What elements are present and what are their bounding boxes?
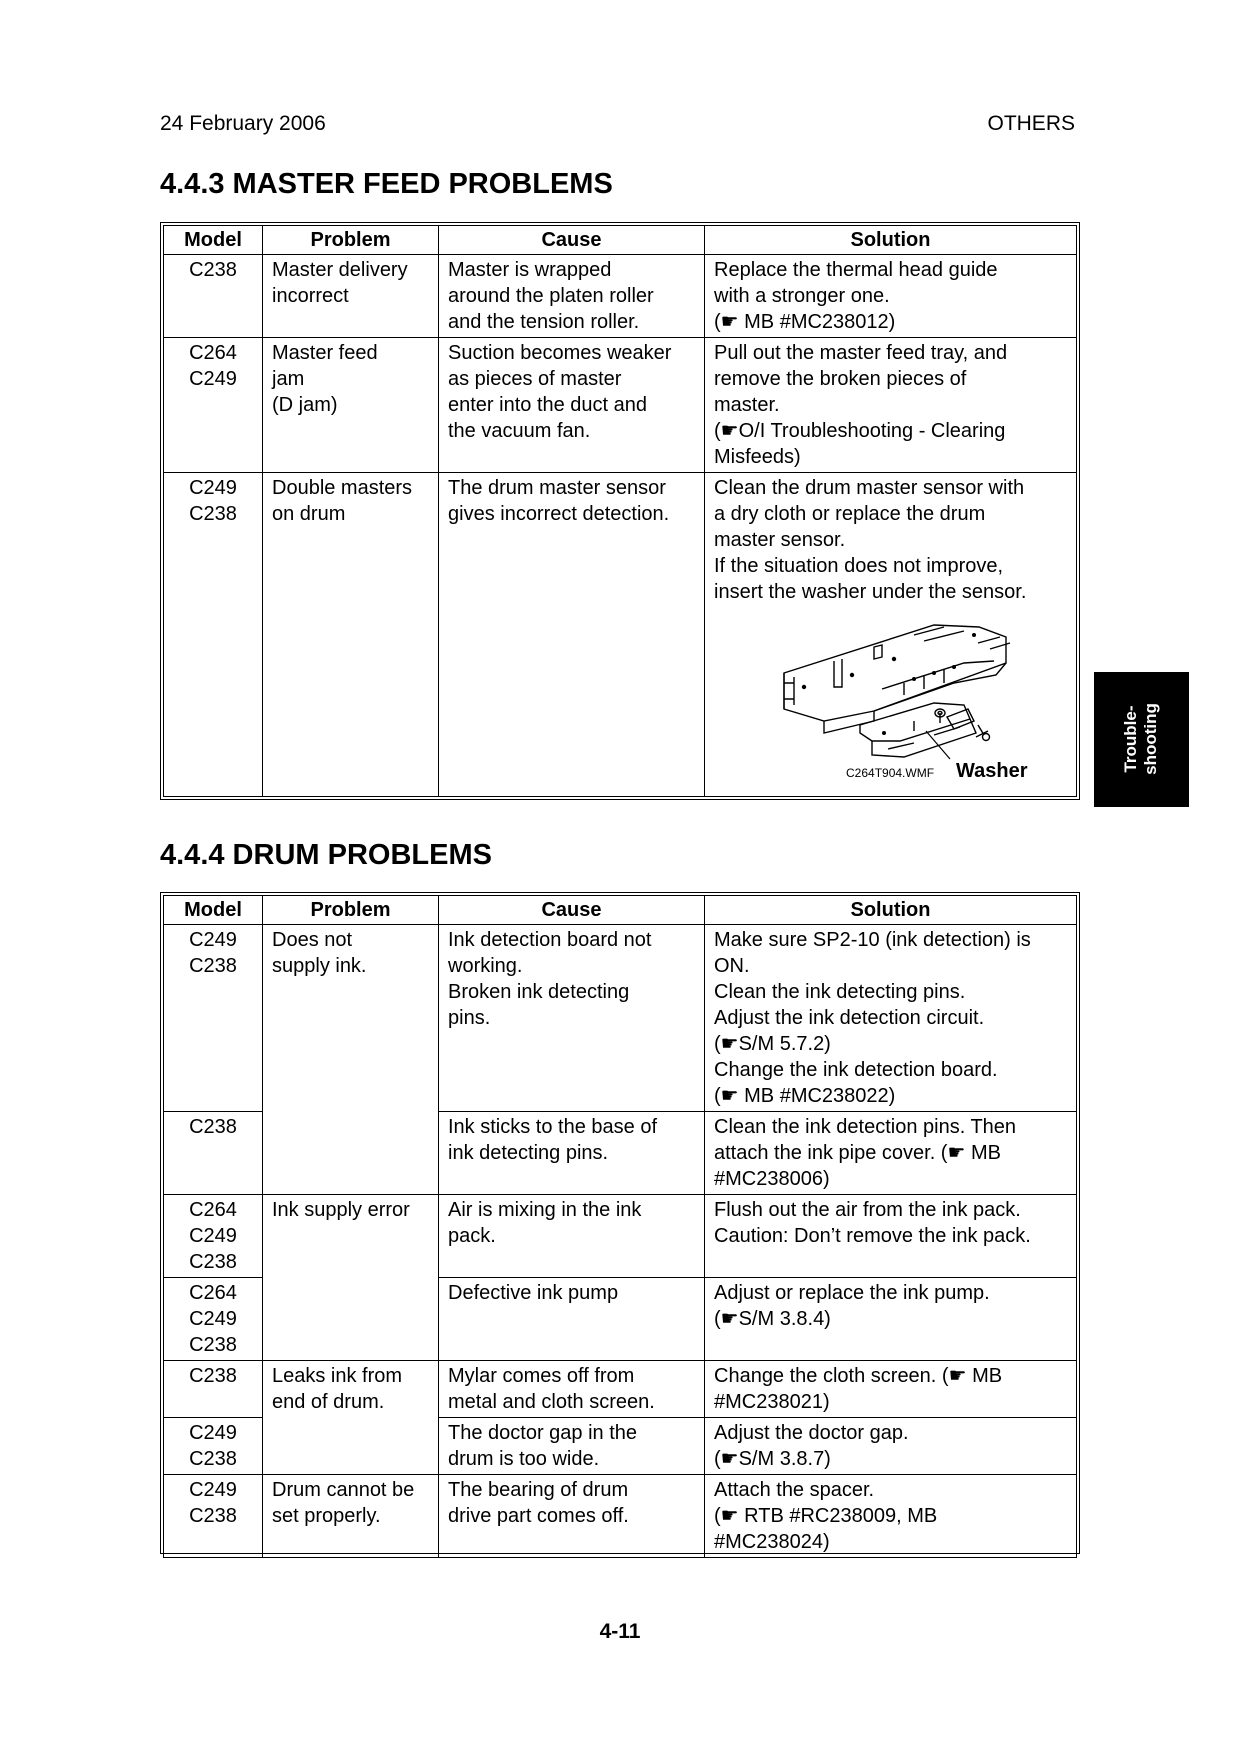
solution-text: Adjust the doctor gap. — [714, 1422, 909, 1444]
header-problem: Problem — [263, 226, 439, 255]
header-section: OTHERS — [987, 112, 1075, 135]
solution-text: a dry cloth or replace the drum — [714, 503, 986, 525]
cell-model — [164, 1418, 263, 1475]
cell-problem — [263, 1195, 439, 1361]
cell-model — [164, 1278, 263, 1361]
model-code: C238 — [189, 1365, 237, 1387]
model-code: C249 — [189, 1308, 237, 1330]
problem-text: Leaks ink from — [272, 1365, 403, 1387]
solution-text: Replace the thermal head guide — [714, 259, 998, 281]
cell-problem — [263, 1361, 439, 1475]
cause-text: Broken ink detecting — [448, 981, 630, 1003]
table-row — [164, 925, 1077, 1112]
table-row — [164, 1361, 1077, 1418]
cause-text: The drum master sensor — [448, 477, 666, 499]
solution-text: remove the broken pieces of — [714, 368, 967, 390]
cell-cause — [439, 1278, 705, 1361]
solution-text: insert the washer under the sensor. — [714, 581, 1027, 603]
chapter-tab-line: shooting — [1141, 703, 1160, 775]
cell-cause — [439, 1475, 705, 1558]
problem-text: Master delivery — [272, 259, 408, 281]
problem-text: Master feed — [272, 342, 378, 364]
cause-text: Master is wrapped — [448, 259, 612, 281]
table-row — [164, 1475, 1077, 1558]
cause-text: as pieces of master — [448, 368, 622, 390]
solution-text: Attach the spacer. — [714, 1479, 875, 1501]
solution-text: Adjust the ink detection circuit. — [714, 1007, 985, 1029]
solution-text: Caution: Don’t remove the ink pack. — [714, 1225, 1031, 1247]
cell-model — [164, 1361, 263, 1418]
model-code: C238 — [189, 259, 237, 281]
solution-text: Misfeeds) — [714, 446, 801, 468]
cell-model — [164, 925, 263, 1112]
model-code: C249 — [189, 1479, 237, 1501]
cell-model — [164, 338, 263, 473]
solution-text: (☛S/M 3.8.4) — [714, 1308, 831, 1330]
section-title-drum: 4.4.4 DRUM PROBLEMS — [160, 839, 492, 871]
chapter-tab-line: Trouble- — [1121, 705, 1140, 773]
header-model: Model — [164, 226, 263, 255]
table-row — [164, 255, 1077, 338]
model-code: C238 — [189, 1116, 237, 1138]
chapter-tab-troubleshooting — [1094, 672, 1189, 807]
cell-model — [164, 1195, 263, 1278]
table-row — [164, 338, 1077, 473]
solution-text: attach the ink pipe cover. (☛ MB — [714, 1142, 1001, 1164]
cell-solution — [705, 925, 1077, 1112]
cause-text: working. — [448, 955, 523, 977]
cell-problem — [263, 1475, 439, 1558]
problem-text: Double masters — [272, 477, 413, 499]
master-feed-table — [163, 225, 1077, 797]
solution-text: Adjust or replace the ink pump. — [714, 1282, 990, 1304]
model-code: C249 — [189, 929, 237, 951]
cell-problem — [263, 338, 439, 473]
table-row — [164, 1195, 1077, 1278]
solution-text: (☛O/I Troubleshooting - Clearing — [714, 420, 1006, 442]
solution-text: Flush out the air from the ink pack. — [714, 1199, 1021, 1221]
solution-text: (☛S/M 3.8.7) — [714, 1448, 831, 1470]
cell-model — [164, 1112, 263, 1195]
solution-text: Clean the drum master sensor with — [714, 477, 1025, 499]
solution-text: (☛S/M 5.7.2) — [714, 1033, 831, 1055]
problem-text: end of drum. — [272, 1391, 385, 1413]
solution-text: (☛ MB #MC238022) — [714, 1085, 896, 1107]
model-code: C264 — [189, 342, 237, 364]
cause-text: drive part comes off. — [448, 1505, 629, 1527]
solution-text: Make sure SP2-10 (ink detection) is — [714, 929, 1031, 951]
solution-text: Change the ink detection board. — [714, 1059, 998, 1081]
solution-text: (☛ RTB #RC238009, MB — [714, 1505, 938, 1527]
model-code: C238 — [189, 1505, 237, 1527]
model-code: C238 — [189, 1334, 237, 1356]
cell-cause — [439, 473, 705, 797]
header-problem: Problem — [263, 896, 439, 925]
model-code: C249 — [189, 1225, 237, 1247]
cell-solution — [705, 255, 1077, 338]
cell-cause — [439, 1112, 705, 1195]
problem-text: jam — [272, 368, 305, 390]
solution-text: Clean the ink detecting pins. — [714, 981, 966, 1003]
solution-text: master sensor. — [714, 529, 846, 551]
figure-label-washer: Washer — [956, 760, 1028, 782]
cause-text: drum is too wide. — [448, 1448, 600, 1470]
problem-text: Drum cannot be — [272, 1479, 415, 1501]
cell-cause — [439, 1361, 705, 1418]
cell-solution — [705, 1112, 1077, 1195]
solution-text: #MC238006) — [714, 1168, 830, 1190]
cell-solution — [705, 473, 1077, 797]
solution-text: master. — [714, 394, 780, 416]
solution-text: #MC238021) — [714, 1391, 830, 1413]
cause-text: pins. — [448, 1007, 491, 1029]
cause-text: The bearing of drum — [448, 1479, 629, 1501]
cause-text: the vacuum fan. — [448, 420, 591, 442]
solution-text: #MC238024) — [714, 1531, 830, 1553]
solution-text: Clean the ink detection pins. Then — [714, 1116, 1017, 1138]
header-date: 24 February 2006 — [160, 112, 326, 135]
cause-text: and the tension roller. — [448, 311, 640, 333]
header-cause: Cause — [439, 896, 705, 925]
master-feed-table-frame — [160, 222, 1080, 800]
cause-text: Defective ink pump — [448, 1282, 619, 1304]
model-code: C249 — [189, 1422, 237, 1444]
table-header-row — [164, 226, 1077, 255]
solution-text: ON. — [714, 955, 750, 977]
problem-text: Ink supply error — [272, 1199, 410, 1221]
model-code: C238 — [189, 955, 237, 977]
page-number: 4-11 — [599, 1620, 641, 1643]
model-code: C238 — [189, 1251, 237, 1273]
cause-text: Air is mixing in the ink — [448, 1199, 642, 1221]
model-code: C249 — [189, 368, 237, 390]
cause-text: The doctor gap in the — [448, 1422, 638, 1444]
problem-text: on drum — [272, 503, 346, 525]
table-header-row — [164, 896, 1077, 925]
solution-text: If the situation does not improve, — [714, 555, 1004, 577]
washer-diagram — [764, 613, 1064, 788]
cell-cause — [439, 1418, 705, 1475]
cause-text: enter into the duct and — [448, 394, 648, 416]
cell-solution — [705, 1195, 1077, 1278]
cell-solution — [705, 338, 1077, 473]
cell-problem — [263, 925, 439, 1195]
problem-text: Does not — [272, 929, 353, 951]
cell-cause — [439, 1195, 705, 1278]
problem-text: set properly. — [272, 1505, 381, 1527]
solution-text: with a stronger one. — [714, 285, 890, 307]
cell-cause — [439, 338, 705, 473]
solution-text: Pull out the master feed tray, and — [714, 342, 1008, 364]
header-solution: Solution — [705, 226, 1077, 255]
cell-model — [164, 473, 263, 797]
solution-text: (☛ MB #MC238012) — [714, 311, 896, 333]
model-code: C238 — [189, 1448, 237, 1470]
cause-text: gives incorrect detection. — [448, 503, 670, 525]
cause-text: metal and cloth screen. — [448, 1391, 655, 1413]
cause-text: ink detecting pins. — [448, 1142, 609, 1164]
model-code: C238 — [189, 503, 237, 525]
cell-model — [164, 1475, 263, 1558]
table-row — [164, 473, 1077, 797]
cell-cause — [439, 255, 705, 338]
solution-text: Change the cloth screen. (☛ MB — [714, 1365, 1003, 1387]
drum-table — [163, 895, 1077, 1558]
cell-solution — [705, 1418, 1077, 1475]
problem-text: supply ink. — [272, 955, 367, 977]
cell-problem — [263, 255, 439, 338]
cell-solution — [705, 1475, 1077, 1558]
problem-text: (D jam) — [272, 394, 338, 416]
model-code: C264 — [189, 1282, 237, 1304]
header-solution: Solution — [705, 896, 1077, 925]
section-title-master-feed: 4.4.3 MASTER FEED PROBLEMS — [160, 168, 613, 200]
cause-text: pack. — [448, 1225, 496, 1247]
cell-solution — [705, 1361, 1077, 1418]
header-cause: Cause — [439, 226, 705, 255]
cause-text: Ink sticks to the base of — [448, 1116, 657, 1138]
cause-text: Mylar comes off from — [448, 1365, 635, 1387]
cause-text: Ink detection board not — [448, 929, 652, 951]
figure-filename: C264T904.WMF — [846, 766, 935, 780]
cell-cause — [439, 925, 705, 1112]
problem-text: incorrect — [272, 285, 349, 307]
header-model: Model — [164, 896, 263, 925]
model-code: C264 — [189, 1199, 237, 1221]
cell-model — [164, 255, 263, 338]
cause-text: around the platen roller — [448, 285, 654, 307]
cell-solution — [705, 1278, 1077, 1361]
model-code: C249 — [189, 477, 237, 499]
drum-table-frame — [160, 892, 1080, 1554]
cell-problem — [263, 473, 439, 797]
cause-text: Suction becomes weaker — [448, 342, 672, 364]
chapter-tab-label — [1121, 703, 1161, 775]
